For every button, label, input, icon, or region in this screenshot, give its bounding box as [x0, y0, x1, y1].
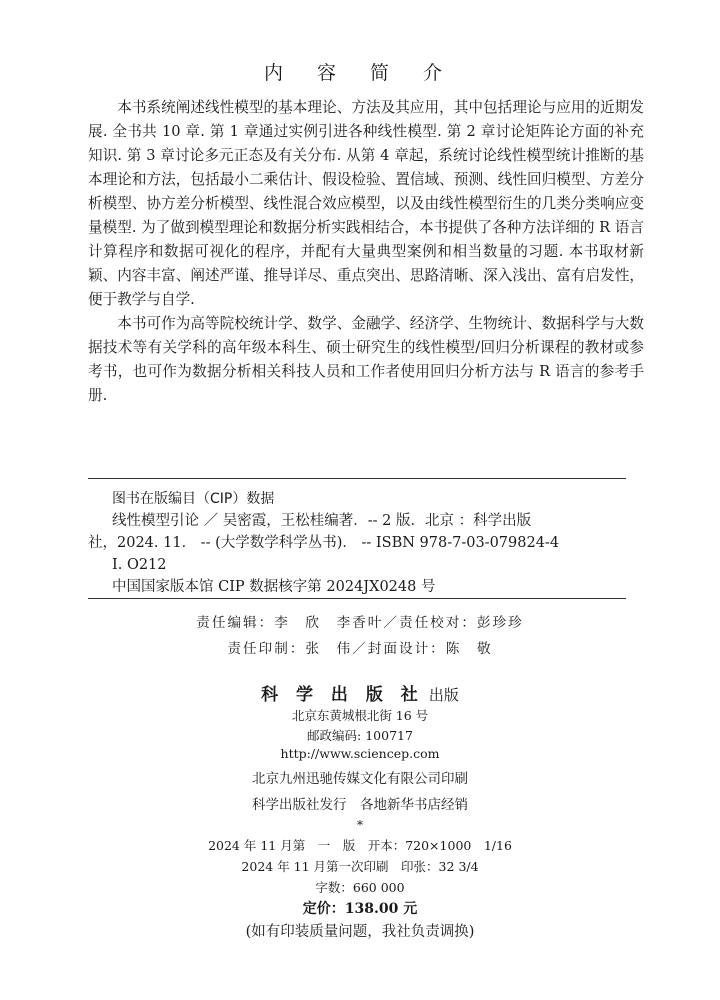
staff-line-1: 责任编辑：李 欣 李香叶／责任校对：彭珍珍 — [196, 615, 524, 631]
separator-star: * — [356, 817, 364, 832]
edition-info: 2024 年 11 月第 一 版 开本：720×1000 1/16 — [208, 838, 512, 853]
cip-heading: 图书在版编目（CIP）数据 — [112, 491, 275, 507]
printer-info: 北京九州迅驰传媒文化有限公司印刷 — [252, 771, 468, 787]
publisher-logo: 科 学 出 版 社 — [261, 685, 424, 705]
price: 定价：138.00 元 — [302, 901, 418, 917]
publisher-line — [0, 680, 720, 705]
cip-line-4: 中国国家版本馆 CIP 数据核字第 2024JX0248 号 — [112, 579, 436, 595]
distribution-info: 科学出版社发行 各地新华书店经销 — [252, 797, 468, 813]
word-count: 字数：660 000 — [315, 880, 405, 895]
publisher-address: 北京东黄城根北街 16 号 — [291, 708, 429, 723]
printing-info: 2024 年 11 月第一次印刷 印张：32 3/4 — [241, 859, 479, 874]
publisher-postcode: 邮政编码: 100717 — [307, 728, 413, 743]
page-title: 内 容 简 介 — [263, 62, 457, 84]
cip-bottom-divider — [88, 598, 626, 599]
publisher-suffix: 出版 — [428, 686, 459, 704]
publisher-url: http://www.sciencep.com — [280, 746, 440, 761]
cip-block — [88, 488, 612, 598]
summary-paragraph-2: 本书可作为高等院校统计学、数学、金融学、经济学、生物统计、数据科学与大数据技术等有关学科的高年级本科生、硕士研究生的线性模型/回归分析课程的教材或参考书，也可作为数据分析相关科技人员和工作者使用回归分析方法与 R 语言的参考手册. — [88, 315, 644, 404]
cip-line-1: 线性模型引论 ／ 吴密霞，王松桂编著．-- 2 版．北京 ：科学出版 — [112, 513, 532, 529]
cip-top-divider — [88, 478, 626, 479]
staff-line-2: 责任印制：张 伟／封面设计：陈 敬 — [227, 641, 493, 657]
cip-line-3: I. O212 — [112, 557, 167, 573]
cip-line-2: 社，2024. 11． -- (大学数学科学丛书)． -- ISBN 978-7-03-079824-4 — [88, 535, 560, 551]
quality-notice: (如有印装质量问题，我社负责调换) — [245, 924, 475, 940]
summary-paragraph-1: 本书系统阐述线性模型的基本理论、方法及其应用，其中包括理论与应用的近期发展. 全书共 10 章. 第 1 章通过实例引进各种线性模型. 第 2 章讨论矩阵论方面的补充知识. 第 3 章讨论多元正态及有关分布. 从第 4 章起，系统讨论线性模型统计推断的基本理论和方法，包括最小二乘估计、假设检验、置信域、预测、线性回归模型、方差分析模型、协方差分析模型、线性混合效应模型，以及由线性模型衍生的几类分类响应变量模型. 为了做到模型理论和数据分析实践相结合，本书提供了各种方法详细的 R 语言计算程序和数据可视化的程序，并配有大量典型案例和相当数量的习题. 本书取材新颖、内容丰富、阐述严谨、推导详尽、重点突出、思路清晰、深入浅出、富有启发性，便于教学与自学. — [88, 99, 644, 308]
summary-text — [88, 96, 644, 408]
